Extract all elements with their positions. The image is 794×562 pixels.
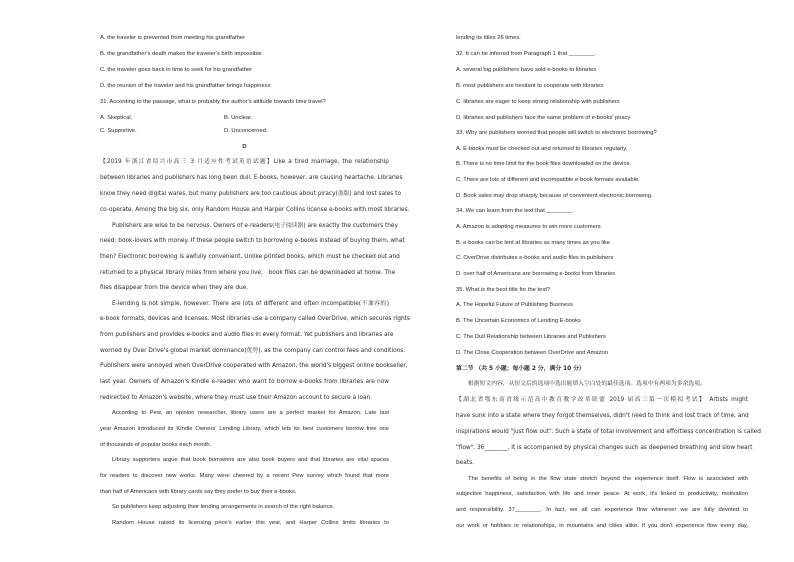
passage-line: then? Electronic borrowing is awfully convenient. Unlike printed books, which must be checked out and [100, 254, 400, 260]
answer-option: D. Book sales may drop sharply because of convenient electronic borrowing. [456, 193, 653, 199]
passage-line: Publishers are wise to be nervous. Owners of e-readers(电子阅读器) are exactly the customers they [112, 223, 398, 229]
passage-line: According to Pew, an opinion researcher, library users are a perfect market for Amazon. Late last [112, 410, 389, 416]
passage-line: worried by Over Drive's global market dominance(优势), as the company can control fees and conditions. [100, 348, 406, 354]
answer-option: A. several big publishers have sold e-books to libraries [456, 67, 597, 73]
question-stem: 32. It can be inferred from Paragraph 1 that ________. [456, 51, 597, 57]
question-stem: 35. What is the best title for the text? [456, 287, 551, 293]
answer-option: C. libraries are eager to keep strong relationship with publishers [456, 99, 620, 105]
passage-line: So publishers keep adjusting their lending arrangements in search of the right balance. [112, 504, 335, 510]
passage-line: Random House raised its licensing price's earlier this year, and Harper Collins limits libraries to [112, 520, 389, 526]
passage-line: and responsibility. 37________. In fact, we all can experience flow whenever we are fully devoted to [456, 507, 748, 513]
passage-line: last year. Owners of Amazon's Kindle e-reader who want to borrow e-books from libraries are now [100, 379, 389, 385]
passage-line: between libraries and publishers has long been dull. E-books, however, are causing heartache. Libraries [100, 175, 403, 181]
question-stem: 31. According to the passage, what is probably the author's attitude towards time travel? [100, 99, 326, 105]
passage-line: 【湖北省鄂东南省级示范高中教育教学改革联盟 2019 届高三第一次模拟考试】 Artists might [456, 397, 748, 403]
answer-option: A. the traveler is prevented from meeting his grandfather [100, 35, 245, 41]
passage-line: redirected to Amazon's website, where they must use their Amazon account to secure a loan. [100, 395, 373, 401]
answer-option: D. The Close Cooperation between OverDrive and Amazon [456, 350, 608, 356]
passage-line: E-lending is not simple, however. There are lots of different and often incompatible(不兼容的) [112, 301, 389, 307]
answer-option: A. E-books must be checked out and returned to libraries regularly. [456, 146, 628, 152]
passage-line: returned to a physical library miles from where you live， book files can be downloaded at home. The [100, 270, 396, 276]
answer-option: B. The Uncertain Economics of Lending E-books [456, 318, 581, 324]
answer-option: D. Unconcerned. [224, 128, 268, 134]
passage-line: year Amazon introduced its Kindle Owners' Lending Library, which lets its best customers borrow free one [100, 426, 389, 432]
answer-option: A. Skeptical. [100, 115, 133, 121]
answer-option: C. There are lots of different and incompatible e-book formats available. [456, 177, 640, 183]
answer-option: B. Unclear. [224, 115, 253, 121]
passage-line: "flow". 36________. It is accompanied by physical changes such as deepened breathing and slow heart [456, 445, 753, 451]
passage-line: know they need digital wares, but many publishers are too cautious about piracy(盗版) and lost sales to [100, 191, 401, 197]
passage-line: need: book-lovers with money. If these people switch to borrowing e-books instead of buying them, what [100, 238, 405, 244]
answer-option: C. Supportive. [100, 128, 137, 134]
passage-line: our work or hobbies or relationships, in mountains and cities alike. If you don't experience flow every day, [456, 523, 748, 529]
passage-line: subjective happiness, satisfaction with life and inner peace. At work, it's linked to productivity, motivation [456, 491, 748, 497]
answer-option: A. Amazon is adopting measures to win more customers [456, 224, 601, 230]
section-heading: 第二节 （共 5 小题；每小题 2 分，满分 10 分） [456, 366, 585, 372]
question-stem: 34. We can learn from the text that ________. [456, 208, 574, 214]
answer-option: C. the traveler goes back in time to seek for his grandfather [100, 67, 253, 73]
answer-option: D. libraries and publishers face the same problem of e-books' piracy [456, 115, 631, 121]
answer-option: C. The Dull Relationship between Libraries and Publishers [456, 334, 606, 340]
passage-line: for readers to discover new works. Many were cheered by a recent Pew survey which found that more [100, 473, 389, 479]
passage-line: e-book formats, devices and licenses. Most libraries use a company called OverDrive, which secures rights [100, 316, 410, 322]
answer-option: B. There is no time limit for the book files downloaded on the device. [456, 161, 632, 167]
question-stem: 33. Why are publishers worried that people will switch to electronic borrowing? [456, 130, 657, 136]
passage-line: 【2019 年浙江省绍兴市高三 3 月适应性考试英语试题】Like a tired marriage, the relationship [100, 159, 389, 165]
answer-option: D. the reunion of the traveler and his grandfather brings happiness [100, 83, 271, 89]
passage-line: Library supporters argue that book borrowers are also book buyers and that libraries are vital spaces [112, 457, 389, 463]
passage-line: from publishers and provides e-books and audio files in every format. Yet publishers and libraries are [100, 332, 394, 338]
passage-line: files disappear from the device when they are due. [100, 285, 249, 291]
passage-line: co-operate. Among the big six, only Random House and Harper Collins license e-books with most libraries. [100, 207, 410, 213]
answer-option: D. over half of Americans are borrowing e-books from libraries [456, 271, 616, 277]
answer-option: B. the grandfather's death makes the traveler's birth impossible [100, 51, 262, 57]
section-letter: D [242, 144, 247, 150]
answer-option: B. e-books can be lent at libraries as many times as you like [456, 240, 611, 246]
section-instruction: 根据短文内容，从短文后的选项中选出能填入空白处的最佳选项。选项中有两项为多余选项。 [468, 381, 706, 387]
answer-option: A. The Hopeful Future of Publishing Business [456, 302, 573, 308]
passage-line: than half of Americans with library cards say they prefer to buy their e-books. [100, 489, 297, 495]
passage-line: have sunk into a state where they forgot themselves, didn't need to think and lost track of time, and [456, 413, 749, 419]
passage-line: The benefits of being in the flow state stretch beyond the experience itself. Flow is associated with [468, 476, 748, 482]
answer-option: C. OverDrive distributes e-books and audio files to publishers [456, 255, 614, 261]
passage-line: of thousands of popular books each month. [100, 442, 212, 448]
passage-line: lending its titles 26 times. [456, 35, 521, 41]
passage-line: inspirations would "just flow out". Such a state of total involvement and effortless concentration is called [456, 429, 761, 435]
passage-line: beats. [456, 460, 474, 466]
answer-option: B. most publishers are hesitant to cooperate with libraries [456, 83, 604, 89]
passage-line: Publishers were annoyed when OverDrive cooperated with Amazon, the world's biggest online bookseller, [100, 363, 408, 369]
